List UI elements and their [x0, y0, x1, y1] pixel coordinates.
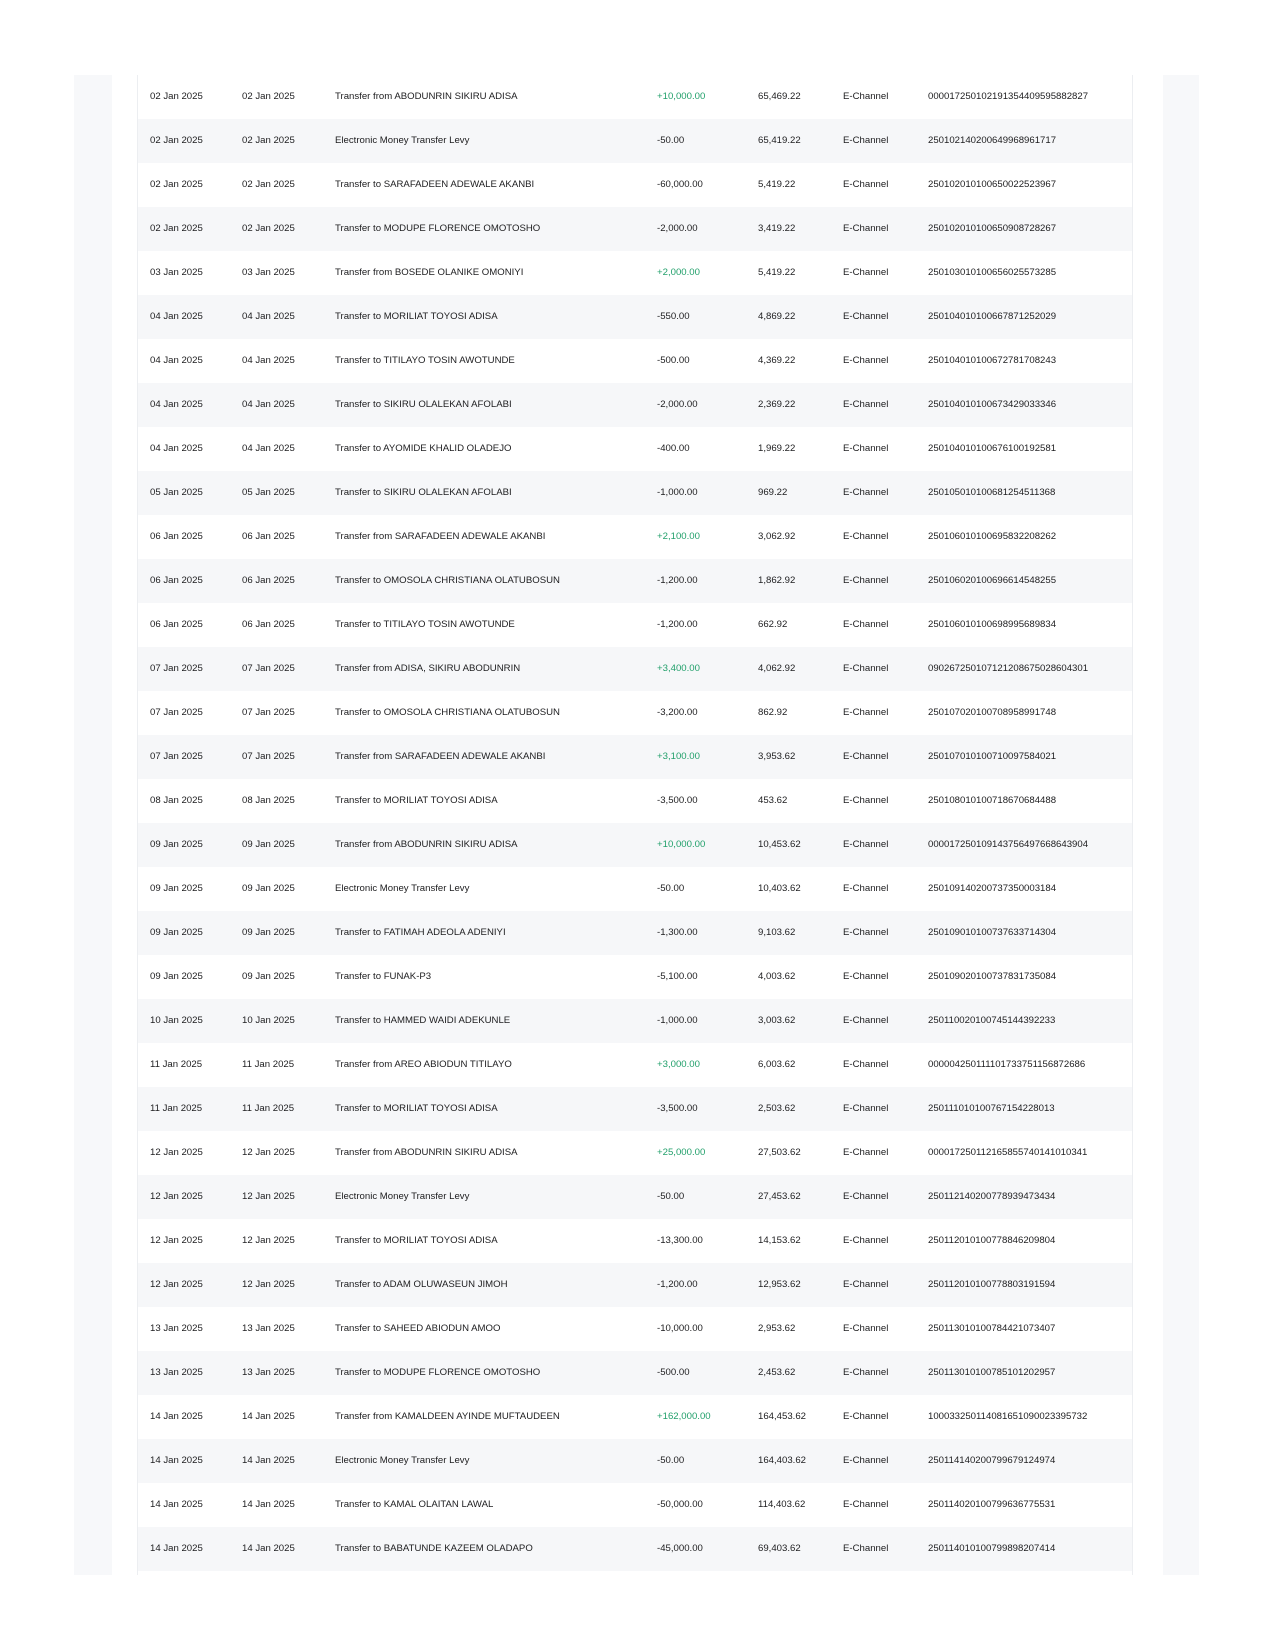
balance-cell: 5,419.22	[758, 179, 796, 190]
description-cell: Transfer to FUNAK-P3	[335, 971, 432, 982]
channel-cell: E-Channel	[843, 1411, 889, 1422]
reference-cell: 250113010100785101202957	[928, 1367, 1056, 1378]
transaction-date-cell: 14 Jan 2025	[150, 1543, 203, 1554]
table-row	[138, 867, 1132, 911]
balance-cell: 3,419.22	[758, 223, 796, 234]
table-row	[138, 295, 1132, 339]
reference-cell: 250103010100656025573285	[928, 267, 1057, 278]
reference-cell: 250104010100676100192581	[928, 443, 1057, 454]
description-cell: Transfer to MORILIAT TOYOSI ADISA	[335, 1235, 498, 1246]
reference-cell: 250110020100745144392233	[928, 1015, 1056, 1026]
amount-cell: +3,400.00	[657, 663, 700, 674]
balance-cell: 12,953.62	[758, 1279, 801, 1290]
description-cell: Transfer to OMOSOLA CHRISTIANA OLATUBOSUN	[335, 707, 560, 718]
table-row	[138, 1307, 1132, 1351]
reference-cell: 000017250102191354409595882827	[928, 91, 1089, 102]
description-cell: Transfer to SAHEED ABIODUN AMOO	[335, 1323, 501, 1334]
page-margin-right	[1163, 75, 1199, 1575]
transaction-date-cell: 13 Jan 2025	[150, 1367, 203, 1378]
transaction-date-cell: 05 Jan 2025	[150, 487, 203, 498]
reference-cell: 250114020100799636775531	[928, 1499, 1056, 1510]
table-row	[138, 779, 1132, 823]
amount-cell: -50,000.00	[657, 1499, 703, 1510]
balance-cell: 4,062.92	[758, 663, 796, 674]
table-row	[138, 163, 1132, 207]
channel-cell: E-Channel	[843, 1367, 889, 1378]
channel-cell: E-Channel	[843, 1235, 889, 1246]
balance-cell: 1,862.92	[758, 575, 796, 586]
value-date-cell: 02 Jan 2025	[242, 179, 295, 190]
balance-cell: 4,369.22	[758, 355, 796, 366]
reference-cell: 250108010100718670684488	[928, 795, 1057, 806]
value-date-cell: 05 Jan 2025	[242, 487, 295, 498]
amount-cell: -45,000.00	[657, 1543, 703, 1554]
description-cell: Transfer to MORILIAT TOYOSI ADISA	[335, 795, 498, 806]
table-row	[138, 515, 1132, 559]
balance-cell: 164,403.62	[758, 1455, 807, 1466]
reference-cell: 250106010100698995689834	[928, 619, 1057, 630]
transaction-date-cell: 10 Jan 2025	[150, 1015, 203, 1026]
description-cell: Transfer from ABODUNRIN SIKIRU ADISA	[335, 1147, 518, 1158]
channel-cell: E-Channel	[843, 1279, 889, 1290]
amount-cell: +10,000.00	[657, 91, 706, 102]
amount-cell: +2,000.00	[657, 267, 700, 278]
transaction-date-cell: 09 Jan 2025	[150, 883, 203, 894]
channel-cell: E-Channel	[843, 1323, 889, 1334]
value-date-cell: 09 Jan 2025	[242, 883, 295, 894]
description-cell: Transfer to MODUPE FLORENCE OMOTOSHO	[335, 223, 541, 234]
value-date-cell: 14 Jan 2025	[242, 1411, 295, 1422]
transaction-date-cell: 04 Jan 2025	[150, 311, 203, 322]
channel-cell: E-Channel	[843, 399, 889, 410]
description-cell: Transfer to MORILIAT TOYOSI ADISA	[335, 1103, 498, 1114]
balance-cell: 3,062.92	[758, 531, 796, 542]
description-cell: Transfer to SIKIRU OLALEKAN AFOLABI	[335, 487, 512, 498]
amount-cell: -2,000.00	[657, 223, 698, 234]
balance-cell: 14,153.62	[758, 1235, 801, 1246]
transactions-table	[138, 75, 1132, 1571]
value-date-cell: 03 Jan 2025	[242, 267, 295, 278]
description-cell: Transfer from BOSEDE OLANIKE OMONIYI	[335, 267, 524, 278]
transaction-date-cell: 07 Jan 2025	[150, 751, 203, 762]
description-cell: Electronic Money Transfer Levy	[335, 1191, 470, 1202]
reference-cell: 250106010100695832208262	[928, 531, 1057, 542]
description-cell: Transfer to SARAFADEEN ADEWALE AKANBI	[335, 179, 535, 190]
transaction-date-cell: 13 Jan 2025	[150, 1323, 203, 1334]
amount-cell: +3,000.00	[657, 1059, 700, 1070]
channel-cell: E-Channel	[843, 135, 889, 146]
value-date-cell: 12 Jan 2025	[242, 1191, 295, 1202]
table-row	[138, 735, 1132, 779]
value-date-cell: 14 Jan 2025	[242, 1543, 295, 1554]
table-row	[138, 999, 1132, 1043]
channel-cell: E-Channel	[843, 91, 889, 102]
channel-cell: E-Channel	[843, 1191, 889, 1202]
description-cell: Transfer from SARAFADEEN ADEWALE AKANBI	[335, 751, 546, 762]
reference-cell: 250104010100673429033346	[928, 399, 1057, 410]
transaction-date-cell: 02 Jan 2025	[150, 179, 203, 190]
channel-cell: E-Channel	[843, 1059, 889, 1070]
transaction-date-cell: 07 Jan 2025	[150, 663, 203, 674]
amount-cell: -10,000.00	[657, 1323, 703, 1334]
balance-cell: 3,003.62	[758, 1015, 796, 1026]
transaction-date-cell: 03 Jan 2025	[150, 267, 203, 278]
value-date-cell: 02 Jan 2025	[242, 223, 295, 234]
table-row	[138, 383, 1132, 427]
page-margin-left	[74, 75, 112, 1575]
reference-cell: 100033250114081651090023395732	[928, 1411, 1088, 1422]
channel-cell: E-Channel	[843, 223, 889, 234]
amount-cell: -3,500.00	[657, 1103, 698, 1114]
reference-cell: 250107010100710097584021	[928, 751, 1057, 762]
channel-cell: E-Channel	[843, 1543, 889, 1554]
reference-cell: 000004250111101733751156872686	[928, 1059, 1086, 1070]
value-date-cell: 09 Jan 2025	[242, 971, 295, 982]
reference-cell: 250114140200799679124974	[928, 1455, 1056, 1466]
amount-cell: -1,200.00	[657, 619, 698, 630]
table-row	[138, 823, 1132, 867]
channel-cell: E-Channel	[843, 355, 889, 366]
transaction-date-cell: 12 Jan 2025	[150, 1191, 203, 1202]
reference-cell: 250112140200778939473434	[928, 1191, 1056, 1202]
channel-cell: E-Channel	[843, 751, 889, 762]
table-row	[138, 1527, 1132, 1571]
value-date-cell: 04 Jan 2025	[242, 399, 295, 410]
transaction-date-cell: 06 Jan 2025	[150, 619, 203, 630]
table-row	[138, 471, 1132, 515]
table-row	[138, 1175, 1132, 1219]
reference-cell: 250104010100672781708243	[928, 355, 1057, 366]
transaction-date-cell: 04 Jan 2025	[150, 443, 203, 454]
balance-cell: 27,503.62	[758, 1147, 801, 1158]
channel-cell: E-Channel	[843, 1499, 889, 1510]
value-date-cell: 12 Jan 2025	[242, 1147, 295, 1158]
balance-cell: 2,503.62	[758, 1103, 796, 1114]
reference-cell: 250112010100778803191594	[928, 1279, 1056, 1290]
description-cell: Transfer to AYOMIDE KHALID OLADEJO	[335, 443, 512, 454]
reference-cell: 250109140200737350003184	[928, 883, 1057, 894]
balance-cell: 969.22	[758, 487, 788, 498]
reference-cell: 250102140200649968961717	[928, 135, 1057, 146]
balance-cell: 662.92	[758, 619, 788, 630]
transaction-date-cell: 12 Jan 2025	[150, 1147, 203, 1158]
amount-cell: -1,000.00	[657, 487, 698, 498]
description-cell: Electronic Money Transfer Levy	[335, 883, 470, 894]
reference-cell: 000017250109143756497668643904	[928, 839, 1089, 850]
transaction-date-cell: 14 Jan 2025	[150, 1455, 203, 1466]
balance-cell: 2,453.62	[758, 1367, 796, 1378]
channel-cell: E-Channel	[843, 443, 889, 454]
reference-cell: 090267250107121208675028604301	[928, 663, 1089, 674]
channel-cell: E-Channel	[843, 1147, 889, 1158]
transaction-date-cell: 12 Jan 2025	[150, 1279, 203, 1290]
transaction-date-cell: 11 Jan 2025	[150, 1103, 203, 1114]
amount-cell: -5,100.00	[657, 971, 698, 982]
description-cell: Transfer to SIKIRU OLALEKAN AFOLABI	[335, 399, 512, 410]
description-cell: Transfer to KAMAL OLAITAN LAWAL	[335, 1499, 494, 1510]
amount-cell: -50.00	[657, 1191, 685, 1202]
reference-cell: 250102010100650022523967	[928, 179, 1057, 190]
table-row	[138, 119, 1132, 163]
table-row	[138, 911, 1132, 955]
channel-cell: E-Channel	[843, 311, 889, 322]
channel-cell: E-Channel	[843, 663, 889, 674]
transaction-date-cell: 07 Jan 2025	[150, 707, 203, 718]
table-row	[138, 251, 1132, 295]
description-cell: Transfer from ADISA, SIKIRU ABODUNRIN	[335, 663, 521, 674]
amount-cell: -50.00	[657, 883, 685, 894]
value-date-cell: 13 Jan 2025	[242, 1323, 295, 1334]
amount-cell: +2,100.00	[657, 531, 700, 542]
description-cell: Transfer to HAMMED WAIDI ADEKUNLE	[335, 1015, 511, 1026]
reference-cell: 250111010100767154228013	[928, 1103, 1055, 1114]
transaction-date-cell: 04 Jan 2025	[150, 355, 203, 366]
amount-cell: -550.00	[657, 311, 690, 322]
table-row	[138, 1087, 1132, 1131]
value-date-cell: 07 Jan 2025	[242, 751, 295, 762]
amount-cell: -1,200.00	[657, 1279, 698, 1290]
transaction-date-cell: 14 Jan 2025	[150, 1411, 203, 1422]
balance-cell: 862.92	[758, 707, 788, 718]
transaction-date-cell: 09 Jan 2025	[150, 971, 203, 982]
amount-cell: +10,000.00	[657, 839, 706, 850]
table-row	[138, 1219, 1132, 1263]
balance-cell: 1,969.22	[758, 443, 796, 454]
amount-cell: -500.00	[657, 1367, 690, 1378]
description-cell: Transfer from AREO ABIODUN TITILAYO	[335, 1059, 512, 1070]
balance-cell: 453.62	[758, 795, 788, 806]
value-date-cell: 11 Jan 2025	[242, 1103, 295, 1114]
amount-cell: -13,300.00	[657, 1235, 703, 1246]
balance-cell: 10,403.62	[758, 883, 801, 894]
table-row	[138, 647, 1132, 691]
description-cell: Transfer to ADAM OLUWASEUN JIMOH	[335, 1279, 508, 1290]
table-row	[138, 1395, 1132, 1439]
value-date-cell: 14 Jan 2025	[242, 1455, 295, 1466]
description-cell: Electronic Money Transfer Levy	[335, 135, 470, 146]
balance-cell: 6,003.62	[758, 1059, 796, 1070]
amount-cell: -500.00	[657, 355, 690, 366]
value-date-cell: 12 Jan 2025	[242, 1235, 295, 1246]
table-row	[138, 207, 1132, 251]
table-row	[138, 1043, 1132, 1087]
value-date-cell: 04 Jan 2025	[242, 355, 295, 366]
transaction-date-cell: 06 Jan 2025	[150, 531, 203, 542]
transaction-date-cell: 12 Jan 2025	[150, 1235, 203, 1246]
value-date-cell: 07 Jan 2025	[242, 663, 295, 674]
balance-cell: 69,403.62	[758, 1543, 801, 1554]
amount-cell: -1,300.00	[657, 927, 698, 938]
transaction-date-cell: 09 Jan 2025	[150, 927, 203, 938]
reference-cell: 250102010100650908728267	[928, 223, 1057, 234]
table-row	[138, 75, 1132, 119]
reference-cell: 250104010100667871252029	[928, 311, 1057, 322]
channel-cell: E-Channel	[843, 971, 889, 982]
transaction-date-cell: 09 Jan 2025	[150, 839, 203, 850]
transaction-date-cell: 14 Jan 2025	[150, 1499, 203, 1510]
reference-cell: 250106020100696614548255	[928, 575, 1057, 586]
balance-cell: 10,453.62	[758, 839, 801, 850]
balance-cell: 2,369.22	[758, 399, 796, 410]
reference-cell: 250114010100799898207414	[928, 1543, 1056, 1554]
channel-cell: E-Channel	[843, 707, 889, 718]
value-date-cell: 07 Jan 2025	[242, 707, 295, 718]
amount-cell: -1,200.00	[657, 575, 698, 586]
amount-cell: +25,000.00	[657, 1147, 706, 1158]
value-date-cell: 06 Jan 2025	[242, 619, 295, 630]
channel-cell: E-Channel	[843, 267, 889, 278]
table-row	[138, 1439, 1132, 1483]
channel-cell: E-Channel	[843, 575, 889, 586]
table-row	[138, 691, 1132, 735]
value-date-cell: 02 Jan 2025	[242, 135, 295, 146]
transaction-date-cell: 11 Jan 2025	[150, 1059, 203, 1070]
balance-cell: 5,419.22	[758, 267, 796, 278]
value-date-cell: 04 Jan 2025	[242, 443, 295, 454]
amount-cell: -60,000.00	[657, 179, 703, 190]
description-cell: Transfer to MORILIAT TOYOSI ADISA	[335, 311, 498, 322]
description-cell: Transfer to OMOSOLA CHRISTIANA OLATUBOSUN	[335, 575, 560, 586]
table-row	[138, 1483, 1132, 1527]
balance-cell: 65,469.22	[758, 91, 801, 102]
transaction-date-cell: 08 Jan 2025	[150, 795, 203, 806]
table-row	[138, 1131, 1132, 1175]
channel-cell: E-Channel	[843, 1015, 889, 1026]
balance-cell: 9,103.62	[758, 927, 796, 938]
channel-cell: E-Channel	[843, 927, 889, 938]
value-date-cell: 09 Jan 2025	[242, 839, 295, 850]
channel-cell: E-Channel	[843, 531, 889, 542]
description-cell: Transfer to MODUPE FLORENCE OMOTOSHO	[335, 1367, 541, 1378]
description-cell: Transfer to BABATUNDE KAZEEM OLADAPO	[335, 1543, 533, 1554]
amount-cell: -50.00	[657, 1455, 685, 1466]
value-date-cell: 09 Jan 2025	[242, 927, 295, 938]
description-cell: Transfer to TITILAYO TOSIN AWOTUNDE	[335, 355, 515, 366]
amount-cell: -50.00	[657, 135, 685, 146]
channel-cell: E-Channel	[843, 1103, 889, 1114]
statement-sheet	[137, 75, 1133, 1575]
amount-cell: +3,100.00	[657, 751, 700, 762]
description-cell: Transfer from SARAFADEEN ADEWALE AKANBI	[335, 531, 546, 542]
reference-cell: 250109020100737831735084	[928, 971, 1057, 982]
reference-cell: 000017250112165855740141010341	[928, 1147, 1088, 1158]
value-date-cell: 06 Jan 2025	[242, 575, 295, 586]
table-row	[138, 955, 1132, 999]
value-date-cell: 08 Jan 2025	[242, 795, 295, 806]
reference-cell: 250112010100778846209804	[928, 1235, 1056, 1246]
transaction-date-cell: 06 Jan 2025	[150, 575, 203, 586]
channel-cell: E-Channel	[843, 839, 889, 850]
value-date-cell: 13 Jan 2025	[242, 1367, 295, 1378]
channel-cell: E-Channel	[843, 179, 889, 190]
amount-cell: -3,500.00	[657, 795, 698, 806]
reference-cell: 250105010100681254511368	[928, 487, 1056, 498]
balance-cell: 65,419.22	[758, 135, 801, 146]
description-cell: Transfer from ABODUNRIN SIKIRU ADISA	[335, 91, 518, 102]
channel-cell: E-Channel	[843, 487, 889, 498]
description-cell: Electronic Money Transfer Levy	[335, 1455, 470, 1466]
table-row	[138, 427, 1132, 471]
value-date-cell: 12 Jan 2025	[242, 1279, 295, 1290]
description-cell: Transfer from ABODUNRIN SIKIRU ADISA	[335, 839, 518, 850]
amount-cell: -1,000.00	[657, 1015, 698, 1026]
description-cell: Transfer from KAMALDEEN AYINDE MUFTAUDEEN	[335, 1411, 560, 1422]
channel-cell: E-Channel	[843, 619, 889, 630]
reference-cell: 250107020100708958991748	[928, 707, 1057, 718]
value-date-cell: 11 Jan 2025	[242, 1059, 295, 1070]
table-row	[138, 559, 1132, 603]
balance-cell: 3,953.62	[758, 751, 796, 762]
value-date-cell: 02 Jan 2025	[242, 91, 295, 102]
value-date-cell: 10 Jan 2025	[242, 1015, 295, 1026]
channel-cell: E-Channel	[843, 883, 889, 894]
value-date-cell: 04 Jan 2025	[242, 311, 295, 322]
transaction-date-cell: 02 Jan 2025	[150, 91, 203, 102]
amount-cell: -2,000.00	[657, 399, 698, 410]
amount-cell: -3,200.00	[657, 707, 698, 718]
reference-cell: 250109010100737633714304	[928, 927, 1057, 938]
channel-cell: E-Channel	[843, 1455, 889, 1466]
value-date-cell: 06 Jan 2025	[242, 531, 295, 542]
table-row	[138, 1263, 1132, 1307]
description-cell: Transfer to FATIMAH ADEOLA ADENIYI	[335, 927, 506, 938]
amount-cell: -400.00	[657, 443, 690, 454]
transaction-date-cell: 02 Jan 2025	[150, 223, 203, 234]
balance-cell: 114,403.62	[758, 1499, 806, 1510]
transaction-date-cell: 02 Jan 2025	[150, 135, 203, 146]
table-row	[138, 1351, 1132, 1395]
channel-cell: E-Channel	[843, 795, 889, 806]
reference-cell: 250113010100784421073407	[928, 1323, 1056, 1334]
balance-cell: 27,453.62	[758, 1191, 801, 1202]
value-date-cell: 14 Jan 2025	[242, 1499, 295, 1510]
amount-cell: +162,000.00	[657, 1411, 711, 1422]
description-cell: Transfer to TITILAYO TOSIN AWOTUNDE	[335, 619, 515, 630]
balance-cell: 164,453.62	[758, 1411, 807, 1422]
transaction-date-cell: 04 Jan 2025	[150, 399, 203, 410]
balance-cell: 4,003.62	[758, 971, 796, 982]
balance-cell: 2,953.62	[758, 1323, 796, 1334]
balance-cell: 4,869.22	[758, 311, 796, 322]
table-row	[138, 339, 1132, 383]
table-row	[138, 603, 1132, 647]
